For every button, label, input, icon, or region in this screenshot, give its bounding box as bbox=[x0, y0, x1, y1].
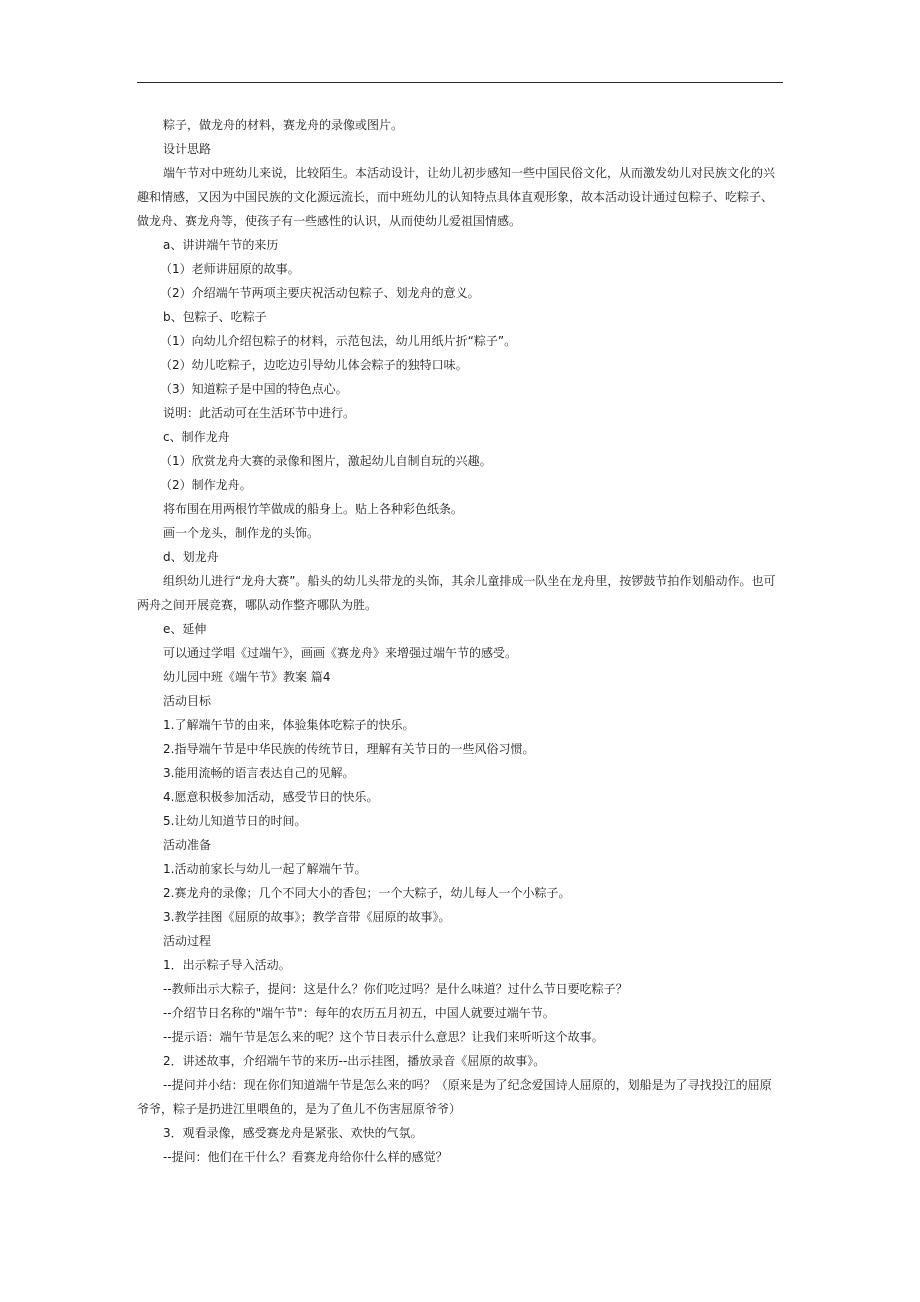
paragraph-27: 活动准备 bbox=[163, 838, 212, 852]
paragraph-13: （2）制作龙舟。 bbox=[160, 478, 252, 492]
paragraph-2: 端午节对中班幼儿来说，比较陌生。本活动设计，让幼儿初步感知一些中国民俗文化，从而激发幼儿对民族文化的兴趣和情感，又因为中国民族的文化源远流长，而中班幼儿的认知特点具体直观形象，故本活动设计通过包粽子、吃粽子、做龙舟、赛龙舟等，使孩子有一些感性的认识，从而使幼儿爱祖国情感。 bbox=[137, 166, 776, 228]
paragraph-1: 设计思路 bbox=[163, 142, 212, 156]
paragraph-12: （1）欣赏龙舟大赛的录像和图片，激起幼儿自制自玩的兴趣。 bbox=[160, 454, 492, 468]
paragraph-19: 可以通过学唱《过端午》，画画《赛龙舟》来增强过端午节的感受。 bbox=[163, 646, 518, 660]
paragraph-14: 将布围在用两根竹竿做成的船身上。贴上各种彩色纸条。 bbox=[163, 502, 464, 516]
paragraph-29: 2.赛龙舟的录像；几个不同大小的香包；一个大粽子，幼儿每人一个小粽子。 bbox=[163, 886, 571, 900]
paragraph-32: 1．出示粽子导入活动。 bbox=[163, 958, 291, 972]
paragraph-23: 2.指导端午节是中华民族的传统节日，理解有关节日的一些风俗习惯。 bbox=[163, 742, 535, 756]
paragraph-11: c、制作龙舟 bbox=[163, 430, 230, 444]
paragraph-38: 3．观看录像，感受赛龙舟是紧张、欢快的气氛。 bbox=[163, 1126, 423, 1140]
paragraph-35: --提示语：端午节是怎么来的呢？这个节日表示什么意思？让我们来听听这个故事。 bbox=[163, 1030, 604, 1044]
paragraph-0: 粽子，做龙舟的材料，赛龙舟的录像或图片。 bbox=[163, 118, 404, 132]
paragraph-31: 活动过程 bbox=[163, 934, 212, 948]
paragraph-36: 2．讲述故事，介绍端午节的来历--出示挂图，播放录音《屈原的故事》。 bbox=[163, 1054, 546, 1068]
paragraph-21: 活动目标 bbox=[163, 694, 212, 708]
paragraph-22: 1.了解端午节的由来，体验集体吃粽子的快乐。 bbox=[163, 718, 415, 732]
paragraph-39: --提问：他们在干什么？看赛龙舟给你什么样的感觉？ bbox=[163, 1150, 448, 1164]
paragraph-34: --介绍节日名称的"端午节"：每年的农历五月初五，中国人就要过端午节。 bbox=[163, 1006, 555, 1020]
paragraph-4: （1）老师讲屈原的故事。 bbox=[160, 262, 300, 276]
paragraph-30: 3.教学挂图《屈原的故事》；教学音带《屈原的故事》。 bbox=[163, 910, 451, 924]
paragraph-18: e、延伸 bbox=[163, 622, 207, 636]
paragraph-6: b、包粽子、吃粽子 bbox=[163, 310, 267, 324]
paragraph-20: 幼儿园中班《端午节》教案 篇4 bbox=[163, 670, 331, 684]
paragraph-17: 组织幼儿进行“龙舟大赛”。船头的幼儿头带龙的头饰，其余儿童排成一队坐在龙舟里，按锣鼓节拍作划船动作。也可两舟之间开展竞赛，哪队动作整齐哪队为胜。 bbox=[137, 574, 776, 612]
paragraph-3: a、讲讲端午节的来历 bbox=[163, 238, 279, 252]
paragraph-26: 5.让幼儿知道节日的时间。 bbox=[163, 814, 307, 828]
paragraph-24: 3.能用流畅的语言表达自己的见解。 bbox=[163, 766, 355, 780]
paragraph-8: （2）幼儿吃粽子，边吃边引导幼儿体会粽子的独特口味。 bbox=[160, 358, 468, 372]
header-rule bbox=[137, 82, 783, 83]
paragraph-25: 4.愿意积极参加活动，感受节日的快乐。 bbox=[163, 790, 379, 804]
paragraph-10: 说明：此活动可在生活环节中进行。 bbox=[163, 406, 356, 420]
paragraph-5: （2）介绍端午节两项主要庆祝活动包粽子、划龙舟的意义。 bbox=[160, 286, 480, 300]
paragraph-9: （3）知道粽子是中国的特色点心。 bbox=[160, 382, 348, 396]
paragraph-28: 1.活动前家长与幼儿一起了解端午节。 bbox=[163, 862, 367, 876]
paragraph-7: （1）向幼儿介绍包粽子的材料，示范包法，幼儿用纸片折“粽子”。 bbox=[160, 334, 517, 348]
document-body bbox=[137, 113, 783, 1169]
paragraph-16: d、划龙舟 bbox=[163, 550, 219, 564]
paragraph-15: 画一个龙头，制作龙的头饰。 bbox=[163, 526, 320, 540]
paragraph-37: --提问并小结：现在你们知道端午节是怎么来的吗？（原来是为了纪念爱国诗人屈原的，划船是为了寻找投江的屈原爷爷，粽子是扔进江里喂鱼的，是为了鱼儿不伤害屈原爷爷） bbox=[137, 1078, 772, 1116]
paragraph-33: --教师出示大粽子，提问：这是什么？你们吃过吗？是什么味道？过什么节日要吃粽子？ bbox=[163, 982, 628, 996]
